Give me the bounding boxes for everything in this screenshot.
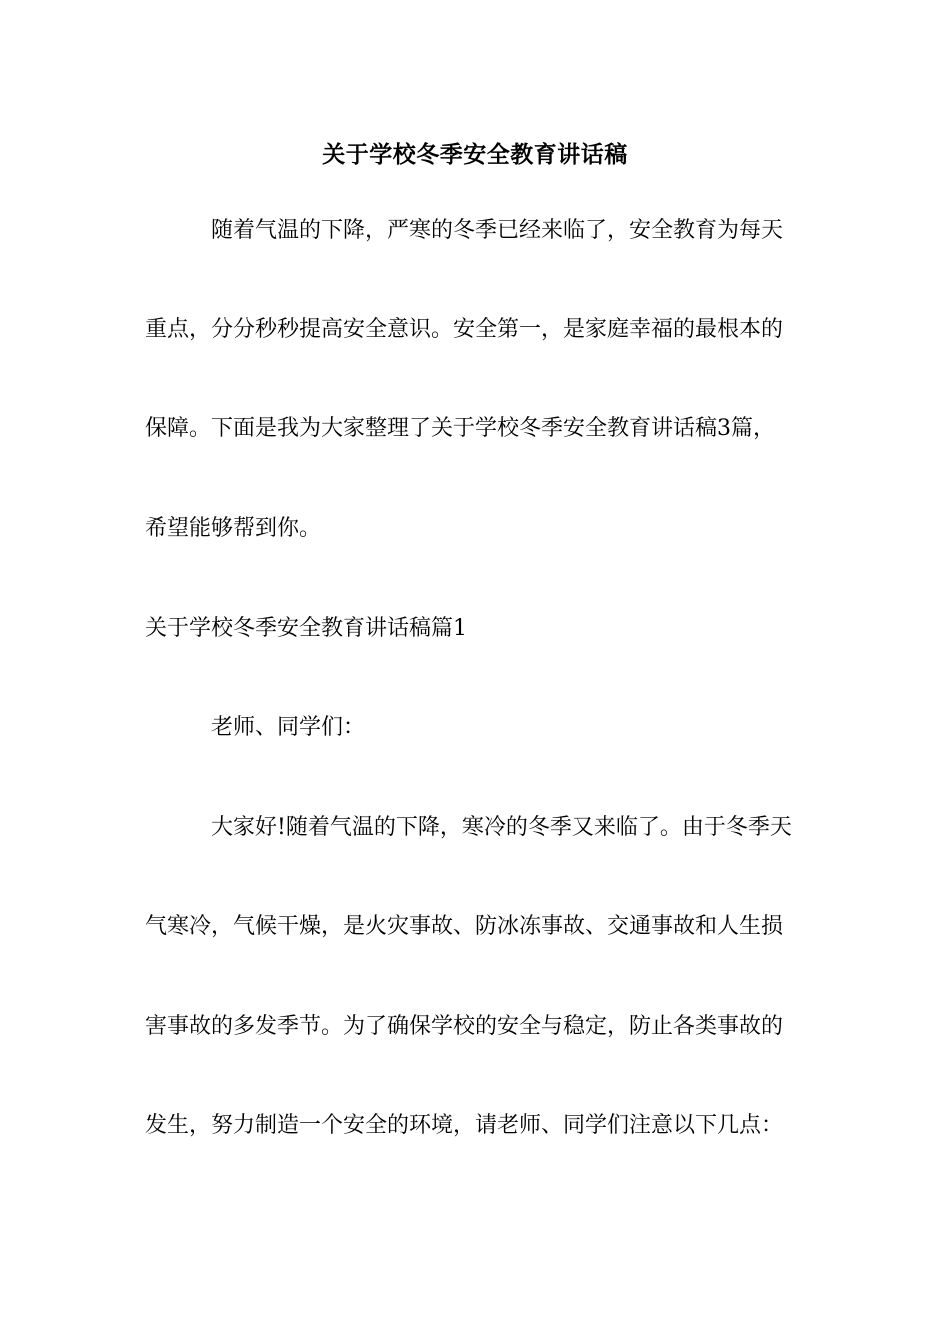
body-line-1: 大家好!随着气温的下降，寒冷的冬季又来临了。由于冬季天 — [211, 815, 792, 840]
intro-line-3: 保障。下面是我为大家整理了关于学校冬季安全教育讲话稿3篇， — [145, 416, 775, 441]
intro-line-1: 随着气温的下降，严寒的冬季已经来临了，安全教育为每天 — [211, 218, 784, 243]
section-heading: 关于学校冬季安全教育讲话稿篇1 — [145, 616, 467, 641]
body-line-3: 害事故的多发季节。为了确保学校的安全与稳定，防止各类事故的 — [145, 1014, 784, 1039]
intro-line-4: 希望能够帮到你。 — [145, 516, 322, 541]
intro-line-2: 重点，分分秒秒提高安全意识。安全第一，是家庭幸福的最根本的 — [145, 317, 784, 342]
document-title: 关于学校冬季安全教育讲话稿 — [322, 141, 628, 168]
greeting: 老师、同学们： — [211, 715, 366, 740]
body-line-4: 发生，努力制造一个安全的环境，请老师、同学们注意以下几点： — [145, 1113, 784, 1138]
body-line-2: 气寒冷，气候干燥，是火灾事故、防冰冻事故、交通事故和人生损 — [145, 914, 784, 939]
